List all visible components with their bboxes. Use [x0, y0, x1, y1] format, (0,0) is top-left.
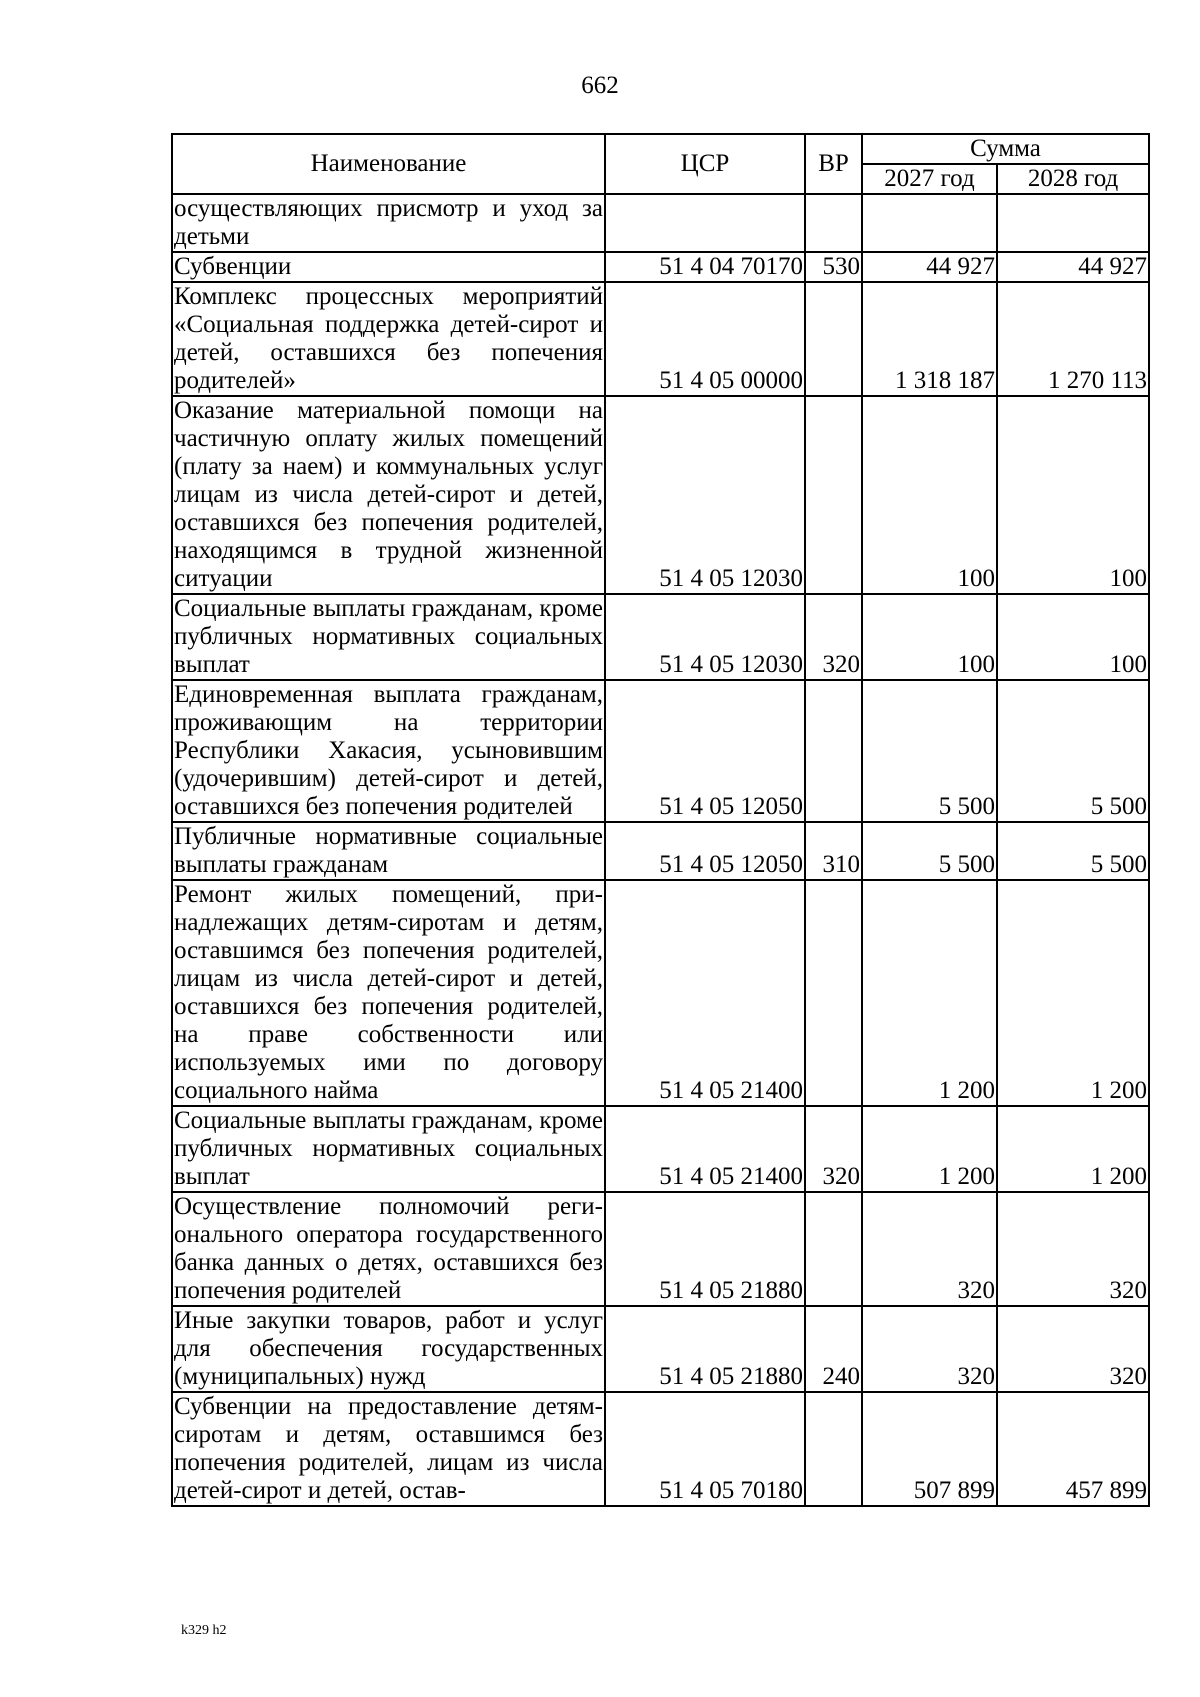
row-csr: 51 4 04 70170 [605, 252, 805, 282]
row-sum-2028: 320 [997, 1192, 1149, 1306]
table-row [172, 252, 1149, 282]
row-name: Иные закупки товаров, работ и услуг для обеспечения государственных (муниципальных) нужд [174, 1307, 603, 1390]
row-sum-2028: 1 270 113 [997, 282, 1149, 396]
row-sum-2028: 320 [997, 1306, 1149, 1392]
row-vr: 320 [805, 1106, 862, 1192]
footer-code: k329 h2 [181, 1623, 227, 1638]
row-sum-2028: 1 200 [997, 880, 1149, 1106]
row-sum-2027: 1 200 [862, 880, 997, 1106]
row-name: осуществляющих присмотр и уход за детьми [174, 195, 603, 250]
header-row [172, 134, 1149, 164]
row-sum-2028: 5 500 [997, 680, 1149, 822]
row-sum-2028: 457 899 [997, 1392, 1149, 1506]
table-row [172, 594, 1149, 680]
row-sum-2027: 100 [862, 396, 997, 594]
header-year-2028: 2028 год [997, 164, 1149, 194]
row-sum-2028: 44 927 [997, 252, 1149, 282]
table-body [172, 194, 1149, 1506]
row-name: Оказание материальной помощи на частичную оплату жилых помещений (плату за наем) и коммунальных услуг лицам из числа детей-сирот и детей, оставшихся без попечения родителей, находящимся в трудной жизненной ситуации [174, 397, 603, 592]
row-name: Субвенции на предоставление детям-сиротам и детям, оставшимся без попечения родителей, лицам из числа детей-сирот и детей, остав- [174, 1393, 603, 1504]
row-vr [805, 282, 862, 396]
page-number: 662 [581, 72, 619, 99]
row-sum-2028: 100 [997, 396, 1149, 594]
row-vr: 320 [805, 594, 862, 680]
header-sum: Сумма [862, 134, 1149, 164]
table-row [172, 194, 1149, 252]
row-sum-2027: 5 500 [862, 680, 997, 822]
row-csr: 51 4 05 00000 [605, 282, 805, 396]
row-sum-2027: 320 [862, 1192, 997, 1306]
row-csr: 51 4 05 21400 [605, 880, 805, 1106]
row-name: Субвенции [172, 252, 605, 282]
row-csr: 51 4 05 21880 [605, 1306, 805, 1392]
row-csr: 51 4 05 21400 [605, 1106, 805, 1192]
table-row [172, 680, 1149, 822]
row-sum-2027: 507 899 [862, 1392, 997, 1506]
header-vr: ВР [805, 134, 862, 194]
row-csr: 51 4 05 12050 [605, 822, 805, 880]
row-csr: 51 4 05 12030 [605, 396, 805, 594]
row-sum-2027: 320 [862, 1306, 997, 1392]
table-row [172, 822, 1149, 880]
row-vr [805, 680, 862, 822]
row-name: Социальные выплаты гражданам, кроме публичных нормативных социальных выплат [174, 595, 603, 678]
row-name: Социальные выплаты гражданам, кроме публичных нормативных социальных выплат [174, 1107, 603, 1190]
row-sum-2027: 44 927 [862, 252, 997, 282]
row-vr: 310 [805, 822, 862, 880]
row-name: Публичные нормативные социальные выплаты гражданам [174, 823, 603, 878]
table-row [172, 1306, 1149, 1392]
row-sum-2028: 100 [997, 594, 1149, 680]
row-name: Ремонт жилых помещений, принадлежащих детям-сиротам и детям, оставшимся без попечения родителей, лицам из числа детей-сирот и детей, оставшихся без попечения родителей, на праве собственности или используемых ими по договору социального найма [174, 881, 603, 1104]
row-vr [805, 194, 862, 252]
row-sum-2027: 1 318 187 [862, 282, 997, 396]
table-row [172, 1192, 1149, 1306]
row-vr [805, 396, 862, 594]
row-sum-2027: 5 500 [862, 822, 997, 880]
row-sum-2027 [862, 194, 997, 252]
row-vr [805, 1192, 862, 1306]
header-year-2027: 2027 год [862, 164, 997, 194]
row-sum-2028: 5 500 [997, 822, 1149, 880]
row-sum-2027: 100 [862, 594, 997, 680]
row-csr: 51 4 05 12030 [605, 594, 805, 680]
table-row [172, 1106, 1149, 1192]
row-name: Комплекс процессных мероприятий «Социальная поддержка детей-сирот и детей, оставшихся без попечения родителей» [174, 283, 603, 394]
row-csr: 51 4 05 12050 [605, 680, 805, 822]
table-row [172, 396, 1149, 594]
row-vr: 240 [805, 1306, 862, 1392]
row-sum-2028: 1 200 [997, 1106, 1149, 1192]
table-row [172, 880, 1149, 1106]
row-sum-2027: 1 200 [862, 1106, 997, 1192]
budget-table [171, 133, 1150, 1507]
row-vr [805, 880, 862, 1106]
table-row [172, 282, 1149, 396]
table-row [172, 1392, 1149, 1506]
row-csr: 51 4 05 21880 [605, 1192, 805, 1306]
header-name: Наименование [172, 134, 605, 194]
row-csr: 51 4 05 70180 [605, 1392, 805, 1506]
row-vr [805, 1392, 862, 1506]
header-csr: ЦСР [605, 134, 805, 194]
row-sum-2028 [997, 194, 1149, 252]
row-csr [605, 194, 805, 252]
row-vr: 530 [805, 252, 862, 282]
row-name: Единовременная выплата гражданам, проживающим на территории Республики Хакасия, усыновившим (удочерившим) детей-сирот и детей, оставшихся без попечения родителей [174, 681, 603, 820]
row-name: Осуществление полномочий регионального оператора государственного банка данных о детях, оставшихся без попечения родителей [174, 1193, 603, 1304]
